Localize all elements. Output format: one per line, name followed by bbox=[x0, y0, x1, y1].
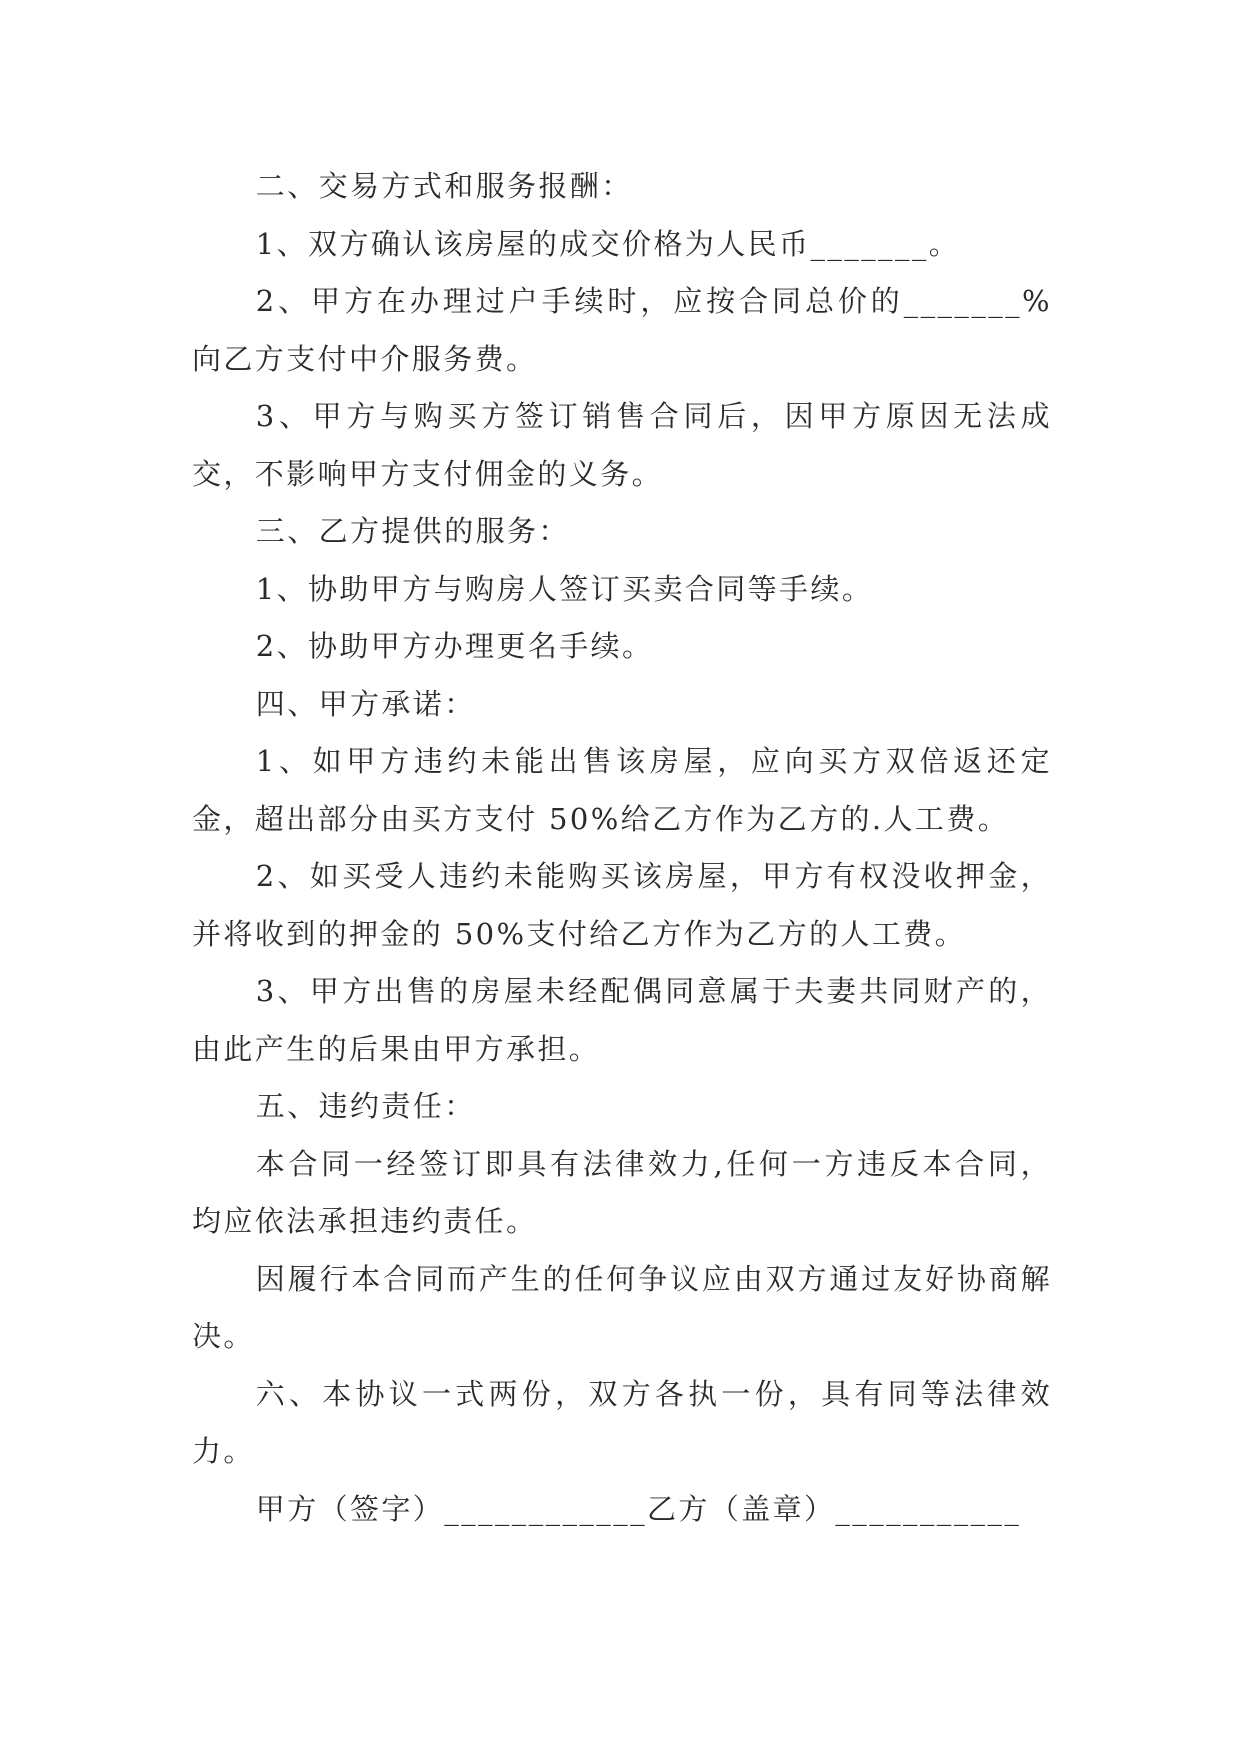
clause-assist-contract: 1、协助甲方与购房人签订买卖合同等手续。 bbox=[255, 571, 874, 606]
section-heading-liability: 五、违约责任： bbox=[255, 1089, 476, 1123]
clause-service-fee: 2、甲方在办理过户手续时，应按合同总价的_______%向乙方支付中介服务费。 bbox=[192, 284, 1052, 376]
section-heading-services: 三、乙方提供的服务： bbox=[255, 514, 570, 548]
section-heading-payment: 二、交易方式和服务报酬： bbox=[255, 169, 633, 203]
clause-commission-obligation: 3、甲方与购买方签订销售合同后，因甲方原因无法成交，不影响甲方支付佣金的义务。 bbox=[192, 399, 1052, 491]
clause-dispute-resolution: 因履行本合同而产生的任何争议应由双方通过友好协商解决。 bbox=[192, 1261, 1052, 1353]
document-body bbox=[192, 158, 1052, 1538]
section-heading-commitments: 四、甲方承诺： bbox=[255, 686, 476, 721]
signature-line: 甲方（签字）____________乙方（盖章）___________ bbox=[255, 1491, 1022, 1526]
clause-copies: 六、本协议一式两份，双方各执一份，具有同等法律效力。 bbox=[192, 1376, 1052, 1468]
clause-spouse-consent: 3、甲方出售的房屋未经配偶同意属于夫妻共同财产的，由此产生的后果由甲方承担。 bbox=[192, 974, 1052, 1066]
clause-buyer-default: 2、如买受人违约未能购买该房屋，甲方有权没收押金，并将收到的押金的 50%支付给乙方作为乙方的人工费。 bbox=[192, 859, 1052, 951]
clause-price: 1、双方确认该房屋的成交价格为人民币_______。 bbox=[255, 226, 961, 261]
clause-legal-effect: 本合同一经签订即具有法律效力,任何一方违反本合同，均应依法承担违约责任。 bbox=[192, 1146, 1052, 1238]
clause-assist-rename: 2、协助甲方办理更名手续。 bbox=[255, 629, 654, 663]
clause-seller-default: 1、如甲方违约未能出售该房屋，应向买方双倍返还定金，超出部分由买方支付 50%给乙方作为乙方的.人工费。 bbox=[192, 744, 1052, 836]
